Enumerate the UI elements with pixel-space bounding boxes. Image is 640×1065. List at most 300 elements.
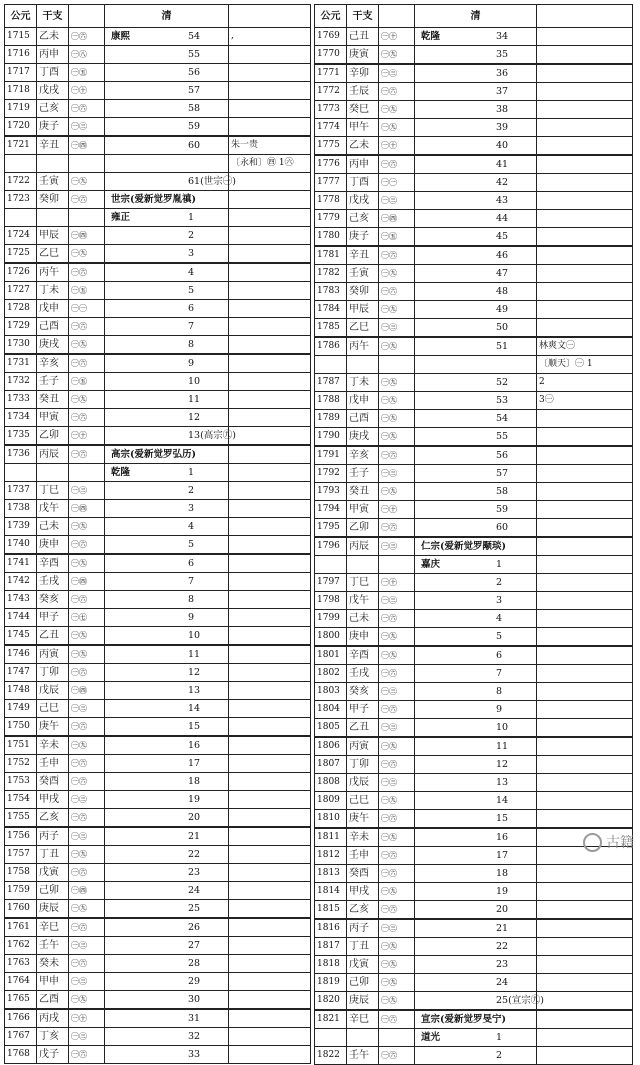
- marker-cell: ㊀㊂: [379, 319, 415, 338]
- note-cell: [537, 537, 633, 556]
- reign-cell: [105, 1028, 229, 1046]
- year-cell: 1792: [315, 465, 347, 483]
- note-cell: [229, 645, 311, 664]
- table-row: [315, 228, 633, 247]
- year-cell: 1813: [315, 865, 347, 883]
- year-cell: 1795: [315, 519, 347, 538]
- reign-cell: [415, 901, 537, 920]
- table-row: [315, 610, 633, 628]
- reign-cell: [105, 827, 229, 846]
- marker-cell: ㊀㊈: [69, 991, 105, 1010]
- reign-cell: [105, 955, 229, 973]
- reign-year-number: 33: [188, 1049, 201, 1060]
- reign-cell: [415, 847, 537, 865]
- year-cell: 1796: [315, 537, 347, 556]
- reign-year-number: 12: [188, 412, 201, 423]
- reign-year-number: 55: [496, 431, 509, 442]
- table-row: [5, 100, 311, 118]
- marker-cell: ㊀㊈: [69, 645, 105, 664]
- reign-year-number: 10: [496, 722, 509, 733]
- header-year: 公元: [315, 5, 347, 28]
- year-cell: 1740: [5, 536, 37, 555]
- year-cell: 1742: [5, 573, 37, 591]
- reign-year-number: 49: [496, 304, 509, 315]
- reign-cell: [415, 483, 537, 501]
- ganzhi-cell: [347, 556, 379, 574]
- year-cell: 1735: [5, 427, 37, 446]
- year-cell: 1802: [315, 665, 347, 683]
- ganzhi-cell: 壬午: [37, 937, 69, 955]
- table-row: [315, 792, 633, 810]
- reign-cell: [415, 465, 537, 483]
- table-row: [315, 465, 633, 483]
- marker-cell: ㊀㊀: [69, 300, 105, 318]
- reign-year-number: 18: [188, 776, 201, 787]
- reign-year-number: 8: [496, 686, 503, 697]
- reign-year-number: 22: [188, 849, 201, 860]
- year-cell: 1717: [5, 64, 37, 82]
- marker-cell: ㊀㊅: [69, 28, 105, 46]
- note-cell: [229, 173, 311, 191]
- wechat-icon: [583, 833, 602, 852]
- ganzhi-cell: 丁丑: [347, 938, 379, 956]
- year-cell: [315, 556, 347, 574]
- year-cell: 1726: [5, 263, 37, 282]
- marker-cell: [69, 155, 105, 173]
- reign-cell: [105, 391, 229, 409]
- reign-cell: [415, 756, 537, 774]
- year-cell: 1767: [5, 1028, 37, 1046]
- marker-cell: ㊀㊈: [69, 900, 105, 919]
- reign-cell: [105, 464, 229, 482]
- reign-year-number: 32: [188, 1031, 201, 1042]
- year-cell: 1730: [5, 336, 37, 355]
- year-cell: 1779: [315, 210, 347, 228]
- reign-cell: [415, 665, 537, 683]
- note-cell: 朱一贵: [229, 136, 311, 155]
- reign-year-number: 57: [496, 468, 509, 479]
- reign-cell: [105, 700, 229, 718]
- table-row: [315, 410, 633, 428]
- ganzhi-cell: 己卯: [37, 882, 69, 900]
- note-cell: [229, 209, 311, 227]
- note-cell: [229, 955, 311, 973]
- marker-cell: ㊀㊈: [69, 736, 105, 755]
- marker-cell: ㊀㊈: [69, 173, 105, 191]
- marker-cell: ㊀㊉: [69, 427, 105, 446]
- table-row: [5, 664, 311, 682]
- year-cell: 1725: [5, 245, 37, 264]
- marker-cell: ㊀㊅: [69, 718, 105, 737]
- note-cell: [537, 792, 633, 810]
- ganzhi-cell: 庚戌: [347, 428, 379, 447]
- year-cell: 1819: [315, 974, 347, 992]
- year-cell: 1716: [5, 46, 37, 64]
- reign-year-number: 16: [188, 740, 201, 751]
- marker-cell: ㊀㊅: [379, 847, 415, 865]
- ganzhi-cell: 丙辰: [347, 537, 379, 556]
- reign-year-number: 18: [496, 868, 509, 879]
- table-row: [5, 900, 311, 919]
- marker-cell: ㊀㊂: [379, 919, 415, 938]
- marker-cell: ㊀㊂: [379, 683, 415, 701]
- reign-cell: [105, 864, 229, 882]
- year-cell: 1732: [5, 373, 37, 391]
- table-row: [5, 846, 311, 864]
- note-cell: [537, 938, 633, 956]
- year-cell: 1787: [315, 374, 347, 392]
- ganzhi-cell: 辛亥: [347, 446, 379, 465]
- reign-year-number: 6: [496, 650, 503, 661]
- table-row: [5, 46, 311, 64]
- reign-cell: [415, 283, 537, 301]
- marker-cell: ㊀㊂: [69, 482, 105, 500]
- note-cell: [229, 882, 311, 900]
- table-row: [5, 173, 311, 191]
- reign-cell: [415, 956, 537, 974]
- year-cell: 1750: [5, 718, 37, 737]
- marker-cell: ㊀㊄: [69, 64, 105, 82]
- ganzhi-cell: 甲寅: [37, 409, 69, 427]
- ganzhi-cell: 壬辰: [347, 83, 379, 101]
- ganzhi-cell: 己酉: [37, 318, 69, 336]
- year-cell: 1739: [5, 518, 37, 536]
- note-cell: [229, 100, 311, 118]
- reign-cell: [415, 592, 537, 610]
- note-cell: [229, 1046, 311, 1064]
- marker-cell: ㊀㊈: [379, 483, 415, 501]
- ganzhi-cell: 乙丑: [347, 719, 379, 738]
- table-row: [315, 374, 633, 392]
- reign-year-number: 59: [188, 121, 201, 132]
- ganzhi-cell: 辛巳: [347, 1010, 379, 1029]
- reign-cell: [415, 392, 537, 410]
- table-row: [315, 83, 633, 101]
- note-cell: [229, 373, 311, 391]
- table-row: [5, 736, 311, 755]
- year-cell: [5, 464, 37, 482]
- ganzhi-cell: 甲辰: [37, 227, 69, 245]
- reign-year-number: 31: [188, 1013, 201, 1024]
- note-cell: [537, 465, 633, 483]
- table-row: [315, 901, 633, 920]
- year-cell: 1761: [5, 918, 37, 937]
- note-cell: [229, 937, 311, 955]
- reign-year-number: 59: [496, 504, 509, 515]
- year-cell: 1757: [5, 846, 37, 864]
- reign-cell: [415, 938, 537, 956]
- note-cell: [229, 318, 311, 336]
- ganzhi-cell: 丁酉: [347, 174, 379, 192]
- ganzhi-cell: 乙未: [347, 137, 379, 156]
- note-cell: [229, 773, 311, 791]
- table-row: [5, 155, 311, 173]
- table-row: [5, 282, 311, 300]
- table-row: [5, 882, 311, 900]
- table-row: [5, 591, 311, 609]
- ganzhi-cell: 戊申: [347, 392, 379, 410]
- reign-cell: [415, 1047, 537, 1065]
- note-cell: [537, 919, 633, 938]
- year-cell: 1763: [5, 955, 37, 973]
- reign-cell: [105, 991, 229, 1010]
- reign-cell: [105, 354, 229, 373]
- marker-cell: ㊀㊈: [379, 392, 415, 410]
- ganzhi-cell: 甲寅: [347, 501, 379, 519]
- year-cell: 1777: [315, 174, 347, 192]
- note-cell: [229, 918, 311, 937]
- marker-cell: ㊀㊈: [379, 628, 415, 647]
- header-row: [315, 5, 633, 28]
- note-cell: [229, 482, 311, 500]
- note-cell: [537, 137, 633, 156]
- marker-cell: ㊀㊃: [69, 227, 105, 245]
- year-cell: 1724: [5, 227, 37, 245]
- ganzhi-cell: 乙巳: [37, 245, 69, 264]
- year-cell: 1793: [315, 483, 347, 501]
- reign-cell: [105, 937, 229, 955]
- marker-cell: ㊀㊉: [379, 574, 415, 592]
- reign-cell: [415, 301, 537, 319]
- table-row: [5, 64, 311, 82]
- table-row: [315, 701, 633, 719]
- table-row: [315, 428, 633, 447]
- table-row: [315, 1047, 633, 1065]
- reign-year-number: 2: [188, 230, 195, 241]
- table-row: [5, 827, 311, 846]
- reign-cell: [415, 992, 545, 1011]
- year-cell: 1774: [315, 119, 347, 137]
- reign-year-number: 11: [496, 741, 509, 752]
- table-row: [315, 574, 633, 592]
- ganzhi-cell: 丙子: [37, 827, 69, 846]
- year-cell: 1723: [5, 191, 37, 209]
- ganzhi-cell: 己丑: [347, 28, 379, 46]
- reign-cell: [105, 136, 229, 155]
- note-cell: [537, 192, 633, 210]
- ganzhi-cell: 庚申: [37, 536, 69, 555]
- year-cell: 1765: [5, 991, 37, 1010]
- reign-cell: [415, 119, 537, 137]
- table-row: [5, 1046, 311, 1064]
- note-cell: [229, 627, 311, 646]
- marker-cell: ㊀㊅: [379, 519, 415, 538]
- ganzhi-cell: [37, 464, 69, 482]
- note-cell: 林爽文㊀: [537, 337, 633, 356]
- note-cell: [229, 718, 311, 737]
- ganzhi-cell: 癸亥: [347, 683, 379, 701]
- reign-year-number: 9: [496, 704, 503, 715]
- table-row: [315, 865, 633, 883]
- reign-cell: [105, 409, 229, 427]
- ganzhi-cell: 己巳: [347, 792, 379, 810]
- ganzhi-cell: 庚辰: [347, 992, 379, 1011]
- reign-cell: [105, 445, 229, 464]
- table-row: [5, 609, 311, 627]
- reign-cell: [105, 173, 237, 191]
- year-cell: 1747: [5, 664, 37, 682]
- ganzhi-cell: 甲戌: [37, 791, 69, 809]
- year-cell: 1738: [5, 500, 37, 518]
- ganzhi-cell: 乙亥: [347, 901, 379, 920]
- reign-cell: [105, 1046, 229, 1064]
- note-cell: [537, 283, 633, 301]
- marker-cell: ㊀㊈: [69, 391, 105, 409]
- marker-cell: ㊀㊂: [379, 64, 415, 83]
- table-row: [315, 774, 633, 792]
- reign-cell: [415, 64, 537, 83]
- reign-cell: [415, 1029, 537, 1047]
- year-cell: 1800: [315, 628, 347, 647]
- reign-year-number: 35: [496, 49, 509, 60]
- table-row: [5, 682, 311, 700]
- table-row: [5, 773, 311, 791]
- year-cell: 1822: [315, 1047, 347, 1065]
- reign-year-number: 40: [496, 140, 509, 151]
- year-cell: 1759: [5, 882, 37, 900]
- reign-cell: [415, 865, 537, 883]
- marker-cell: ㊀㊅: [69, 100, 105, 118]
- table-row: [315, 319, 633, 338]
- marker-cell: ㊀㊈: [379, 119, 415, 137]
- table-row: [5, 573, 311, 591]
- marker-cell: ㊀㊈: [379, 337, 415, 356]
- note-cell: [537, 155, 633, 174]
- marker-cell: ㊀㊈: [379, 410, 415, 428]
- table-row: [315, 1010, 633, 1029]
- reign-cell: [105, 155, 229, 173]
- marker-cell: ㊀㊅: [379, 810, 415, 829]
- year-cell: 1749: [5, 700, 37, 718]
- ganzhi-cell: 丁未: [347, 374, 379, 392]
- table-row: [5, 409, 311, 427]
- note-cell: [537, 974, 633, 992]
- note-cell: [229, 336, 311, 355]
- note-cell: [229, 518, 311, 536]
- header-ganzhi: 干支: [37, 5, 69, 28]
- reign-cell: [105, 846, 229, 864]
- table-row: [315, 64, 633, 83]
- year-cell: 1821: [315, 1010, 347, 1029]
- header-mark: [379, 5, 415, 28]
- marker-cell: ㊀㊄: [69, 373, 105, 391]
- reign-cell: [105, 591, 229, 609]
- reign-title: 高宗(爱新觉罗弘历): [111, 449, 196, 460]
- note-cell: [537, 428, 633, 447]
- marker-cell: ㊀㊉: [69, 82, 105, 100]
- marker-cell: ㊀㊅: [69, 536, 105, 555]
- ganzhi-cell: 乙卯: [37, 427, 69, 446]
- marker-cell: ㊀㊅: [69, 773, 105, 791]
- reign-cell: [105, 627, 229, 646]
- year-cell: 1715: [5, 28, 37, 46]
- year-cell: 1718: [5, 82, 37, 100]
- reign-cell: [415, 519, 537, 538]
- table-row: [315, 210, 633, 228]
- note-cell: [229, 991, 311, 1010]
- marker-cell: ㊀㊃: [69, 882, 105, 900]
- marker-cell: ㊀㊀: [379, 174, 415, 192]
- marker-cell: ㊀㊂: [69, 1028, 105, 1046]
- ganzhi-cell: [37, 155, 69, 173]
- reign-year-number: 60: [496, 522, 509, 533]
- note-cell: ,: [229, 28, 311, 46]
- marker-cell: ㊀㊃: [69, 682, 105, 700]
- note-cell: [229, 282, 311, 300]
- marker-cell: ㊀㊅: [379, 1047, 415, 1065]
- ganzhi-cell: 庚戌: [37, 336, 69, 355]
- header-row: [5, 5, 311, 28]
- reign-year-number: 55: [188, 49, 201, 60]
- ganzhi-cell: 丙寅: [347, 737, 379, 756]
- reign-year-number: 10: [188, 376, 201, 387]
- year-cell: 1778: [315, 192, 347, 210]
- note-cell: [229, 973, 311, 991]
- table-row: [315, 519, 633, 538]
- table-row: [5, 518, 311, 536]
- reign-cell: [415, 810, 537, 829]
- marker-cell: ㊀㊂: [69, 937, 105, 955]
- marker-cell: ㊀㊈: [379, 828, 415, 847]
- note-cell: [229, 900, 311, 919]
- table-row: [315, 283, 633, 301]
- table-row: [315, 246, 633, 265]
- reign-cell: [415, 174, 537, 192]
- ganzhi-cell: 甲子: [347, 701, 379, 719]
- year-cell: 1794: [315, 501, 347, 519]
- marker-cell: ㊀㊈: [379, 301, 415, 319]
- note-cell: [537, 865, 633, 883]
- ganzhi-cell: 丙申: [347, 155, 379, 174]
- reign-year-number: 15: [188, 721, 201, 732]
- reign-year-number: 16: [496, 832, 509, 843]
- reign-year-number: 57: [188, 85, 201, 96]
- marker-cell: ㊀㊅: [379, 155, 415, 174]
- reign-year-number: 4: [496, 613, 503, 624]
- note-cell: 3㊀: [537, 392, 633, 410]
- note-cell: [229, 1009, 311, 1028]
- marker-cell: ㊀㊅: [379, 756, 415, 774]
- reign-cell: [415, 1010, 537, 1029]
- table-row: [5, 864, 311, 882]
- reign-cell: [105, 118, 229, 137]
- reign-year-number: 61(世宗㊀): [188, 176, 237, 187]
- marker-cell: ㊀㊈: [379, 792, 415, 810]
- table-row: [5, 136, 311, 155]
- marker-cell: ㊀㊂: [379, 719, 415, 738]
- year-cell: 1776: [315, 155, 347, 174]
- year-cell: 1815: [315, 901, 347, 920]
- note-cell: [537, 646, 633, 665]
- ganzhi-cell: 辛丑: [347, 246, 379, 265]
- table-row: [315, 28, 633, 46]
- reign-cell: [105, 245, 229, 264]
- table-row: [5, 263, 311, 282]
- table-row: [315, 46, 633, 65]
- reign-cell: [415, 155, 537, 174]
- marker-cell: ㊀㊂: [379, 592, 415, 610]
- note-cell: [537, 210, 633, 228]
- ganzhi-cell: 壬申: [347, 847, 379, 865]
- reign-year-number: 13(高宗㊈): [188, 430, 237, 441]
- reign-year-number: 48: [496, 286, 509, 297]
- reign-year-number: 8: [188, 339, 195, 350]
- year-cell: 1812: [315, 847, 347, 865]
- ganzhi-cell: 辛酉: [347, 646, 379, 665]
- reign-cell: [105, 645, 229, 664]
- table-row: [315, 646, 633, 665]
- marker-cell: ㊀㊈: [379, 46, 415, 65]
